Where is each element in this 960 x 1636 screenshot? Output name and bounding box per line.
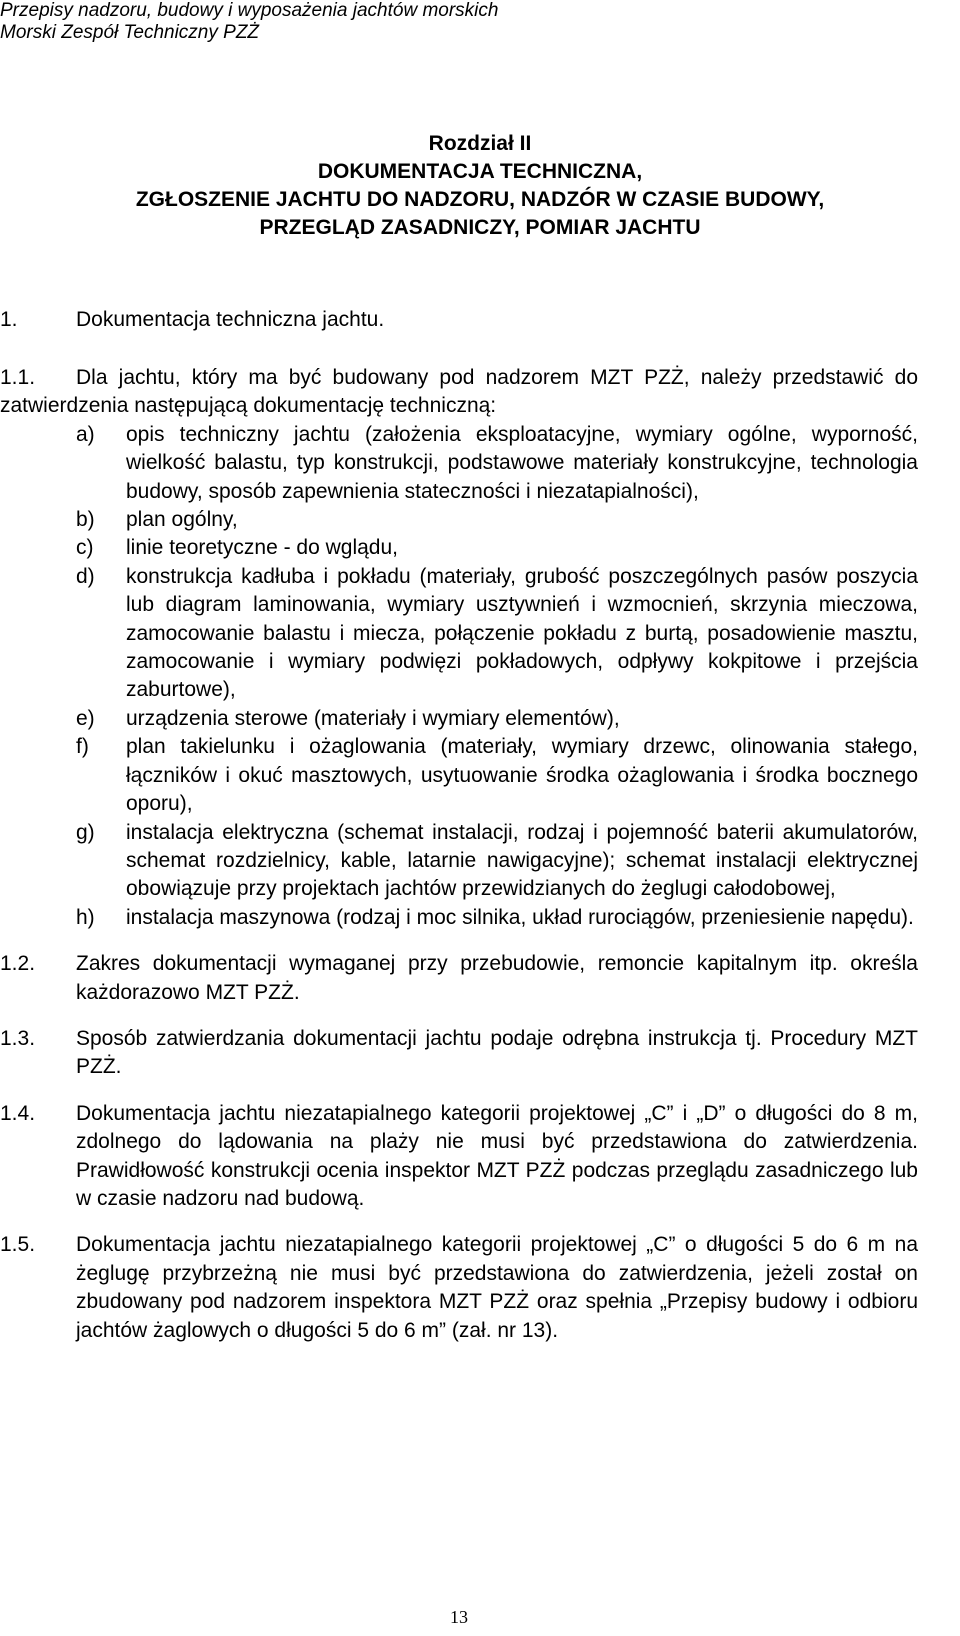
list-item-label: g) [76, 820, 95, 844]
list-item-text: instalacja maszynowa (rodzaj i moc silnika, układ rurociągów, przeniesienie napędu). [126, 905, 914, 929]
list-item [76, 904, 918, 932]
running-header [0, 0, 498, 44]
list-item [76, 534, 918, 562]
list-item-text: plan ogólny, [126, 508, 238, 532]
chapter-title-line-2: ZGŁOSZENIE JACHTU DO NADZORU, NADZÓR W CZASIE BUDOWY, [135, 188, 825, 211]
section-title: Dokumentacja techniczna jachtu. [76, 308, 385, 331]
list-item [76, 421, 918, 506]
paragraph-1-3 [0, 1025, 918, 1082]
list-item [76, 733, 918, 818]
chapter-label: Rozdział II [428, 132, 532, 155]
paragraph-number: 1.5. [0, 1233, 36, 1257]
list-item-text: linie teoretyczne - do wglądu, [126, 536, 398, 560]
paragraph-text: Dokumentacja jachtu niezatapialnego kategorii projektowej „C” i „D” o długości do 8 m, zdolnego do lądowania na plaży nie musi być przedstawiona do zatwierdzenia. Prawidłowość konstrukcji ocenia inspektor MZT PZŻ podczas przeglądu zasadniczego lub w czasie nadzoru nad budową. [76, 1101, 918, 1210]
chapter-heading [40, 130, 920, 242]
list-item-label: c) [76, 536, 94, 560]
chapter-title-line-1: DOKUMENTACJA TECHNICZNA, [317, 160, 643, 183]
list-item [76, 563, 918, 705]
list-item-label: f) [76, 735, 89, 759]
paragraph-text: Dokumentacja jachtu niezatapialnego kategorii projektowej „C” o długości 5 do 6 m na żeglugę przybrzeżną nie musi być przedstawiona do zatwierdzenia, jeżeli został on zbudowany pod nadzorem inspektora MZT PZŻ oraz spełnia „Przepisy budowy i odbioru jachtów żaglowych o długości 5 do 6 m” (zał. nr 13). [76, 1233, 918, 1342]
documentation-list [76, 421, 918, 932]
list-item [76, 819, 918, 904]
paragraph-1-2 [0, 950, 918, 1007]
list-item-text: opis techniczny jachtu (założenia eksploatacyjne, wymiary ogólne, wyporność, wielkość balastu, typ konstrukcji, podstawowe materiały konstrukcyjne, technologia budowy, sposób zapewnienia stateczności i niezatapialności), [126, 422, 918, 503]
paragraph-text: Sposób zatwierdzania dokumentacji jachtu podaje odrębna instrukcja tj. Procedury MZT PZŻ. [76, 1026, 918, 1079]
document-body [0, 364, 918, 1345]
chapter-title-line-3: PRZEGLĄD ZASADNICZY, POMIAR JACHTU [259, 216, 701, 239]
list-item-label: b) [76, 508, 95, 532]
header-subtitle: Morski Zespół Techniczny PZŻ [0, 22, 260, 43]
list-item-text: urządzenia sterowe (materiały i wymiary elementów), [126, 706, 620, 730]
list-item-text: konstrukcja kadłuba i pokładu (materiały, grubość poszczególnych pasów poszycia lub diagram laminowania, wymiary usztywnień i wzmocnień, skrzynia mieczowa, zamocowanie balastu i miecza, połączenie pokładu z burtą, posadowienie masztu, zamocowanie i wymiary podwięzi pokładowych, odpływy kokpitowe i przejścia zaburtowe), [126, 564, 918, 702]
paragraph-1-1 [0, 364, 918, 932]
paragraph-number: 1.3. [0, 1026, 36, 1050]
paragraph-text: Zakres dokumentacji wymaganej przy przebudowie, remoncie kapitalnym itp. określa każdorazowo MZT PZŻ. [76, 952, 918, 1004]
list-item-label: a) [76, 422, 95, 446]
list-item [76, 506, 918, 534]
list-item [76, 705, 918, 733]
paragraph-number: 1.4. [0, 1101, 36, 1125]
list-item-label: h) [76, 905, 95, 929]
section-number: 1. [0, 308, 18, 331]
header-title: Przepisy nadzoru, budowy i wyposażenia jachtów morskich [0, 0, 499, 21]
paragraph-text: Dla jachtu, który ma być budowany pod nadzorem MZT PZŻ, należy przedstawić do zatwierdzenia następującą dokumentację techniczną: [0, 366, 918, 418]
paragraph-1-1-lead: 1.1. Dla jachtu, który ma być budowany pod nadzorem MZT PZŻ, należy przedstawić do zatwierdzenia następującą dokumentację techniczną: [0, 366, 918, 418]
list-item-text: instalacja elektryczna (schemat instalacji, rodzaj i pojemność baterii akumulatorów, schemat rozdzielnicy, kable, latarnie nawigacyjne); schemat instalacji elektrycznej obowiązuje przy projektach jachtów przewidzianych do żeglugi całodobowej, [126, 820, 918, 901]
page-number: 13 [450, 1607, 468, 1627]
list-item-label: d) [76, 564, 95, 588]
paragraph-number: 1.2. [0, 952, 36, 976]
paragraph-1-5 [0, 1231, 918, 1345]
list-item-label: e) [76, 706, 95, 730]
list-item-text: plan takielunku i ożaglowania (materiały, wymiary drzewc, olinowania stałego, łączników i okuć masztowych, usytuowanie środka ożaglowania i środka bocznego oporu), [126, 735, 918, 816]
paragraph-1-4 [0, 1100, 918, 1214]
